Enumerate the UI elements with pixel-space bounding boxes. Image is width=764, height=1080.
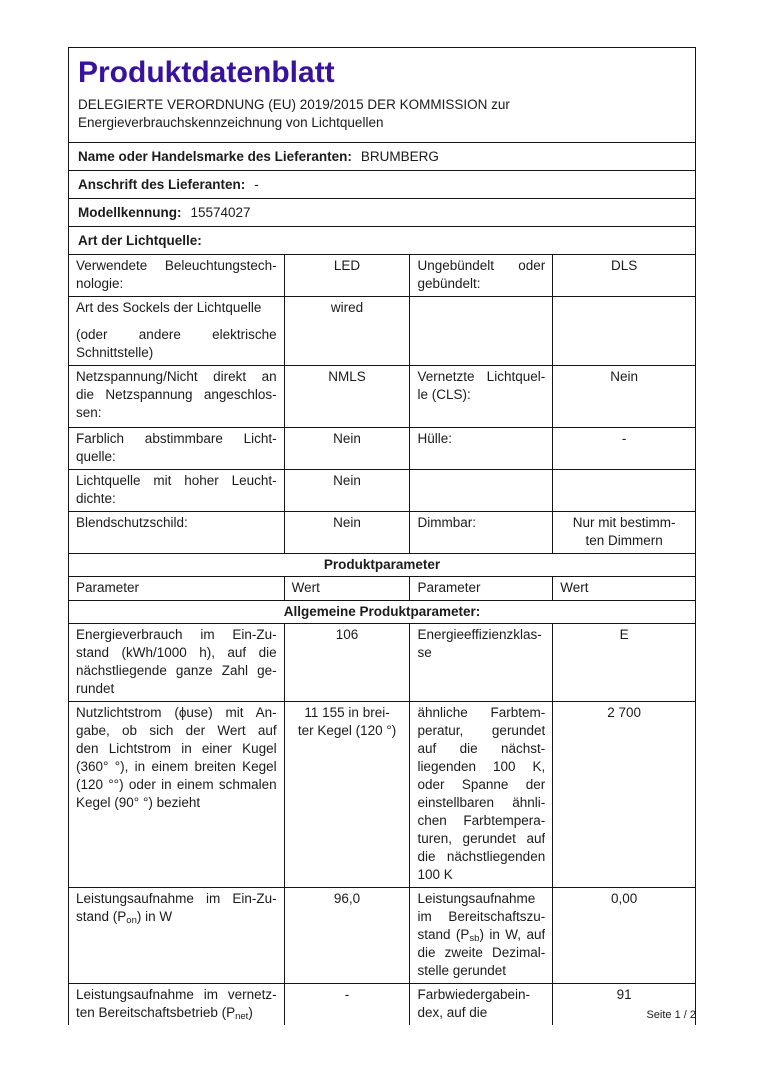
supplier-address-label: Anschrift des Lieferanten:: [78, 176, 246, 192]
param-value: wired: [284, 297, 410, 365]
column-header-parameter: Parameter: [409, 577, 552, 600]
param-label: Art des Sockels der Lichtquelle (oder andere elektrische Schnittstelle): [76, 300, 277, 360]
light-source-type-row: [69, 226, 695, 254]
param-label: Leistungsaufnahme im Bereitschaftszu- stand $(P_{sb})$ in W, auf die zweite Dezimal- stelle gerundet: [409, 888, 552, 983]
param-label: Leistungsaufnahme im vernetz- ten Bereitschaftsbetrieb $(P_{net})$: [76, 987, 277, 1022]
param-label: Nutzlichtstrom (ϕuse) mit An- gabe, ob sich der Wert auf den Lichtstrom in einer Kugel (360° °), in einem breiten Kegel (120 °°) oder in einem schmalen Kegel (90° °) bezieht: [76, 705, 277, 810]
param-label: Leistungsaufnahme im Ein-Zu- stand $(P_{on})$ in W: [76, 891, 277, 926]
column-header-wert: Wert: [284, 577, 410, 600]
param-label: Energieeffizienzklas- se: [409, 624, 552, 701]
param-value: 106: [284, 624, 410, 701]
param-label: [409, 297, 552, 365]
page-title: Produktdatenblatt: [78, 56, 335, 89]
param-value: 96,0: [284, 888, 410, 983]
column-header-parameter: Parameter: [76, 580, 140, 595]
param-value: DLS: [552, 255, 695, 296]
param-value: [552, 297, 695, 365]
column-header-wert: Wert: [552, 577, 695, 600]
table-row: [69, 623, 695, 701]
param-value: Nein: [284, 470, 410, 511]
param-label: Farblich abstimmbare Licht- quelle:: [76, 431, 277, 464]
header-block: [69, 48, 695, 142]
param-label: Vernetzte Lichtquel- le (CLS):: [409, 366, 552, 427]
regulation-subtitle: DELEGIERTE VERORDNUNG (EU) 2019/2015 DER KOMMISSION zur Energieverbrauchskennzeichnung von Lichtquellen: [78, 97, 510, 130]
datasheet-table: [68, 47, 696, 1025]
param-label: Dimmbar:: [409, 512, 552, 553]
param-value: E: [552, 624, 695, 701]
param-value: Nur mit bestimm- ten Dimmern: [552, 512, 695, 553]
column-header-row: [69, 576, 695, 600]
param-label: Farbwiedergabein- dex, auf die: [409, 984, 552, 1025]
param-value: Nein: [552, 366, 695, 427]
table-row: [69, 427, 695, 469]
param-label: Ungebündelt oder gebündelt:: [409, 255, 552, 296]
supplier-address-value: -: [254, 176, 259, 192]
param-label: Energieverbrauch im Ein-Zu- stand (kWh/1000 h), auf die nächstliegende ganze Zahl ge- rundet: [76, 627, 277, 696]
supplier-name-row: [69, 142, 695, 170]
param-value: -: [284, 984, 410, 1025]
param-label: Hülle:: [409, 428, 552, 469]
section-header-allgemeine: Allgemeine Produktparameter:: [69, 600, 695, 623]
param-value: -: [552, 428, 695, 469]
param-label: Verwendete Beleuchtungstech- nologie:: [76, 258, 277, 291]
param-value: 11 155 in brei- ter Kegel (120 °): [284, 702, 410, 887]
table-row: [69, 469, 695, 511]
light-source-type-label: Art der Lichtquelle:: [78, 232, 202, 248]
model-id-label: Modellkennung:: [78, 204, 182, 220]
param-label: Lichtquelle mit hoher Leucht- dichte:: [76, 473, 277, 506]
param-value: LED: [284, 255, 410, 296]
model-id-row: [69, 198, 695, 226]
section-header-produktparameter: Produktparameter: [69, 553, 695, 576]
param-label: ähnliche Farbtem- peratur, gerundet auf die nächst- liegenden 100 K, oder Spanne der einstellbaren ähnli- chen Farbtempera- turen, gerundet auf die nächstliegenden 100 K: [409, 702, 552, 887]
table-row: [69, 701, 695, 887]
table-row: [69, 296, 695, 365]
param-value: 0,00: [552, 888, 695, 983]
supplier-name-label: Name oder Handelsmarke des Lieferanten:: [78, 148, 352, 164]
param-value: 2 700: [552, 702, 695, 887]
param-label: Netzspannung/Nicht direkt an die Netzspannung angeschlos- sen:: [76, 369, 277, 420]
model-id-value: 15574027: [190, 204, 251, 220]
table-row: [69, 511, 695, 553]
param-value: Nein: [284, 512, 410, 553]
param-value: NMLS: [284, 366, 410, 427]
param-value: Nein: [284, 428, 410, 469]
table-row: [69, 887, 695, 983]
supplier-address-row: [69, 170, 695, 198]
param-label: Blendschutzschild:: [76, 515, 188, 530]
param-label: [409, 470, 552, 511]
param-value: 91: [552, 984, 695, 1025]
param-value: [552, 470, 695, 511]
supplier-name-value: BRUMBERG: [360, 148, 439, 164]
page-number: Seite 1 / 2: [646, 1009, 696, 1021]
table-row: [69, 365, 695, 427]
table-row: [69, 254, 695, 296]
